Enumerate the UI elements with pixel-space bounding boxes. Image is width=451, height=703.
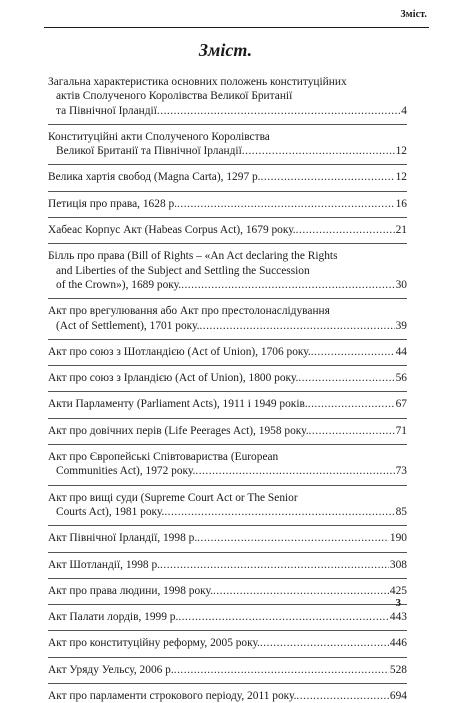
toc-entry-last-line bbox=[48, 610, 407, 624]
dot-leader bbox=[261, 170, 395, 184]
toc-entry-page: 443 bbox=[389, 611, 407, 624]
toc-entry-title-line: Акт про союз з Ірландією (Act of Union), 1800 року. bbox=[48, 372, 299, 385]
toc-entry bbox=[48, 339, 407, 359]
dot-leader bbox=[296, 689, 388, 703]
toc-entry bbox=[48, 578, 407, 598]
toc-entry-last-line bbox=[48, 170, 407, 184]
toc-entry-last-line bbox=[48, 558, 407, 572]
dot-leader bbox=[311, 345, 395, 359]
toc-entry-title-line: Communities Act), 1972 року. bbox=[56, 465, 196, 478]
toc-entry-page: 44 bbox=[395, 345, 407, 358]
toc-entry-page: 12 bbox=[395, 145, 407, 158]
dot-leader bbox=[195, 464, 394, 478]
toc-entry bbox=[48, 243, 407, 292]
toc-entry-last-line bbox=[48, 371, 407, 385]
toc-entry-page: 190 bbox=[389, 532, 407, 545]
page-title: Зміст. bbox=[198, 40, 253, 60]
dot-leader bbox=[199, 319, 394, 333]
toc-entry-title-line: Акти Парламенту (Parliament Acts), 1911 і 1949 років. bbox=[48, 398, 308, 411]
toc-entry-title-line: Акт Палати лордів, 1999 р. bbox=[48, 611, 179, 624]
toc-entry-title-line: та Північної Ірландії bbox=[56, 104, 157, 117]
toc-entry-title-line: Акт Уряду Уельсу, 2006 р. bbox=[48, 663, 174, 676]
dot-leader bbox=[177, 197, 395, 211]
toc-entry-title-line: Акт Шотландії, 1998 р. bbox=[48, 558, 160, 571]
toc-entry bbox=[48, 217, 407, 237]
toc-entry bbox=[48, 657, 407, 677]
toc-entry-page: 16 bbox=[395, 197, 407, 210]
toc-entry-page: 446 bbox=[389, 637, 407, 650]
toc-entry-title-line: Акт Північної Ірландії, 1998 р. bbox=[48, 532, 198, 545]
dot-leader bbox=[174, 663, 389, 677]
toc-entry-last-line bbox=[48, 636, 407, 650]
toc-entry-title-line: Петиція про права, 1628 р. bbox=[48, 197, 178, 210]
dot-leader bbox=[181, 278, 395, 292]
dot-leader bbox=[160, 558, 389, 572]
toc-entry-title-line: Великої Британії та Північної Ірландії bbox=[56, 145, 242, 158]
dot-leader bbox=[178, 610, 389, 624]
toc-entry-last-line bbox=[48, 584, 407, 598]
toc-entry bbox=[48, 525, 407, 545]
toc-entry-title-line: Конституційні акти Сполученого Королівства bbox=[48, 130, 270, 143]
toc-entry bbox=[48, 75, 407, 118]
toc-entry bbox=[48, 124, 407, 159]
toc-entry-title-line: Велика хартія свобод (Magna Carta), 1297 р. bbox=[48, 171, 261, 184]
toc-entry-last-line bbox=[48, 104, 407, 118]
toc-entry-page: 425 bbox=[389, 584, 407, 597]
toc-entry-title-line: Акт про конституційну реформу, 2005 року. bbox=[48, 637, 260, 650]
toc-entry-last-line bbox=[48, 144, 407, 158]
toc-entry-last-line bbox=[48, 197, 407, 211]
dot-leader bbox=[242, 144, 395, 158]
toc-entry-last-line bbox=[48, 345, 407, 359]
toc-entry-title-line: Загальна характеристика основних положень конституційних bbox=[48, 76, 347, 88]
toc-entry-page: 73 bbox=[395, 465, 407, 478]
toc-entry-title-line: Акт про врегулювання або Акт про престолонаслідування bbox=[48, 305, 330, 318]
toc-entry-last-line bbox=[48, 223, 407, 237]
toc-entry bbox=[48, 298, 407, 333]
toc-entry bbox=[48, 418, 407, 438]
toc-entry-page: 71 bbox=[395, 424, 407, 437]
toc-entry bbox=[48, 365, 407, 385]
toc-entry-title-line: (Act of Settlement), 1701 року. bbox=[56, 319, 200, 332]
toc-entry-page: 528 bbox=[389, 663, 407, 676]
toc-entry-last-line bbox=[48, 278, 407, 292]
toc-entry-last-line bbox=[48, 663, 407, 677]
dot-leader bbox=[164, 505, 394, 519]
toc-entry-last-line bbox=[48, 505, 407, 519]
toc-entry-last-line bbox=[48, 464, 407, 478]
toc-entry-title-line: Акт про парламенти строкового періоду, 2011 року. bbox=[48, 690, 297, 703]
toc-entry-page: 694 bbox=[389, 690, 407, 703]
toc-entry bbox=[48, 485, 407, 520]
toc-entry-title-line: актів Сполученого Королівства Великої Британії bbox=[56, 90, 293, 103]
toc-entry-title-line: of the Crown»), 1689 року. bbox=[56, 278, 182, 291]
dot-leader bbox=[309, 424, 395, 438]
toc-entry-page: 85 bbox=[395, 505, 407, 518]
toc-entry-title-line: Акт про союз з Шотландією (Act of Union), 1706 року. bbox=[48, 345, 311, 358]
toc-entry-last-line bbox=[48, 531, 407, 545]
toc-entry-title-line: Акт про права людини, 1998 року. bbox=[48, 584, 213, 597]
toc-entry-last-line bbox=[48, 397, 407, 411]
dot-leader bbox=[157, 104, 400, 118]
table-of-contents bbox=[48, 75, 407, 703]
toc-entry-page: 39 bbox=[395, 319, 407, 332]
toc-entry-last-line bbox=[48, 689, 407, 703]
toc-entry bbox=[48, 630, 407, 650]
toc-entry-title-line: Хабеас Корпус Акт (Habeas Corpus Act), 1679 року. bbox=[48, 224, 296, 237]
page-number: 3 bbox=[395, 597, 401, 609]
dot-leader bbox=[298, 371, 394, 385]
toc-entry-page: 4 bbox=[401, 104, 407, 117]
dot-leader bbox=[308, 397, 395, 411]
toc-entry bbox=[48, 683, 407, 703]
header-rule bbox=[44, 27, 429, 28]
toc-entry-title-line: Білль про права (Bill of Rights – «An Act declaring the Rights bbox=[48, 250, 338, 263]
toc-entry-last-line bbox=[48, 319, 407, 333]
dot-leader bbox=[260, 636, 389, 650]
toc-entry-last-line bbox=[48, 424, 407, 438]
dot-leader bbox=[197, 531, 389, 545]
toc-entry-page: 30 bbox=[395, 278, 407, 291]
dot-leader bbox=[213, 584, 389, 598]
toc-entry-title-line: Courts Act), 1981 року. bbox=[56, 505, 165, 518]
toc-entry bbox=[48, 604, 407, 624]
running-header: Зміст. bbox=[400, 9, 427, 20]
toc-entry-title-line: Акт про довічних перів (Life Peerages Act), 1958 року. bbox=[48, 424, 309, 437]
toc-entry-title-line: Акт про вищі суди (Supreme Court Act or The Senior bbox=[48, 491, 298, 504]
toc-entry-page: 12 bbox=[395, 171, 407, 184]
toc-entry bbox=[48, 552, 407, 572]
toc-entry bbox=[48, 191, 407, 211]
toc-entry bbox=[48, 444, 407, 479]
toc-entry bbox=[48, 164, 407, 184]
toc-entry-title-line: and Liberties of the Subject and Settling the Succession bbox=[56, 264, 310, 277]
toc-entry-title-line: Акт про Європейські Співтовариства (European bbox=[48, 451, 279, 464]
toc-entry-page: 56 bbox=[395, 372, 407, 385]
dot-leader bbox=[296, 223, 395, 237]
toc-entry-page: 21 bbox=[395, 224, 407, 237]
toc-entry bbox=[48, 391, 407, 411]
toc-entry-page: 308 bbox=[389, 558, 407, 571]
toc-entry-page: 67 bbox=[395, 398, 407, 411]
